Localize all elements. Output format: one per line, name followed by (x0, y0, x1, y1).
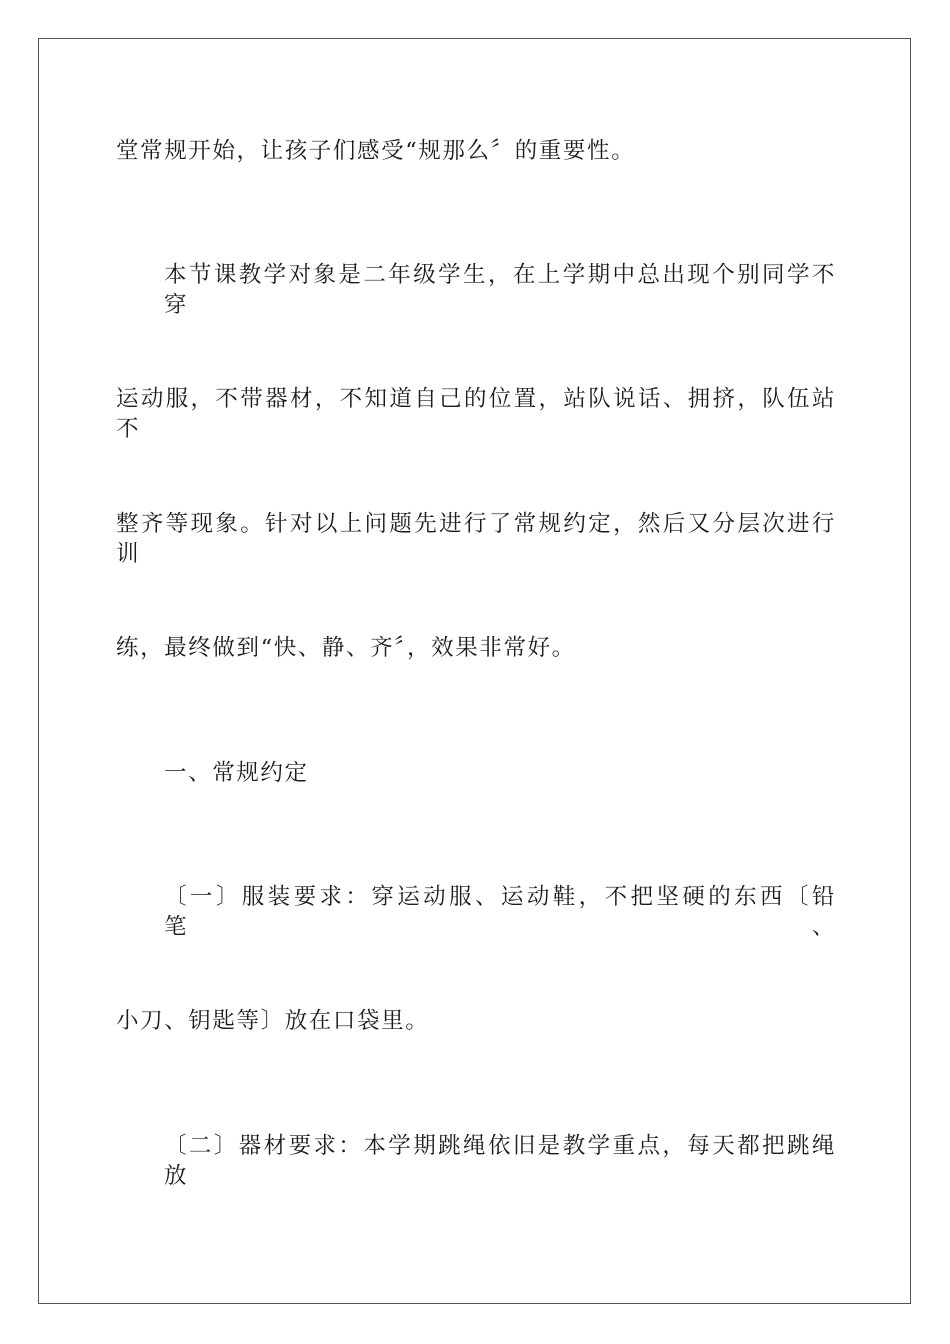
text-line-3: 运动服，不带器材，不知道自己的位置，站队说话、拥挤，队伍站不 (116, 386, 836, 442)
text-line-4: 整齐等现象。针对以上问题先进行了常规约定，然后又分层次进行训 (116, 511, 836, 567)
text-line-8: 小刀、钥匙等〕放在口袋里。 (116, 1008, 430, 1034)
section-heading: 一、常规约定 (164, 760, 309, 786)
text-line-9: 〔二〕器材要求：本学期跳绳依旧是教学重点，每天都把跳绳放 (164, 1133, 836, 1189)
text-line-5: 练，最终做到“快、静、齐〞，效果非常好。 (116, 635, 576, 661)
page-frame (38, 38, 911, 1304)
text-line-7: 〔一〕服装要求：穿运动服、运动鞋，不把坚硬的东西〔铅笔、 (164, 884, 836, 940)
text-line-1: 堂常规开始，让孩子们感受“规那么〞的重要性。 (116, 138, 636, 164)
text-line-2: 本节课教学对象是二年级学生，在上学期中总出现个别同学不穿 (164, 262, 836, 318)
